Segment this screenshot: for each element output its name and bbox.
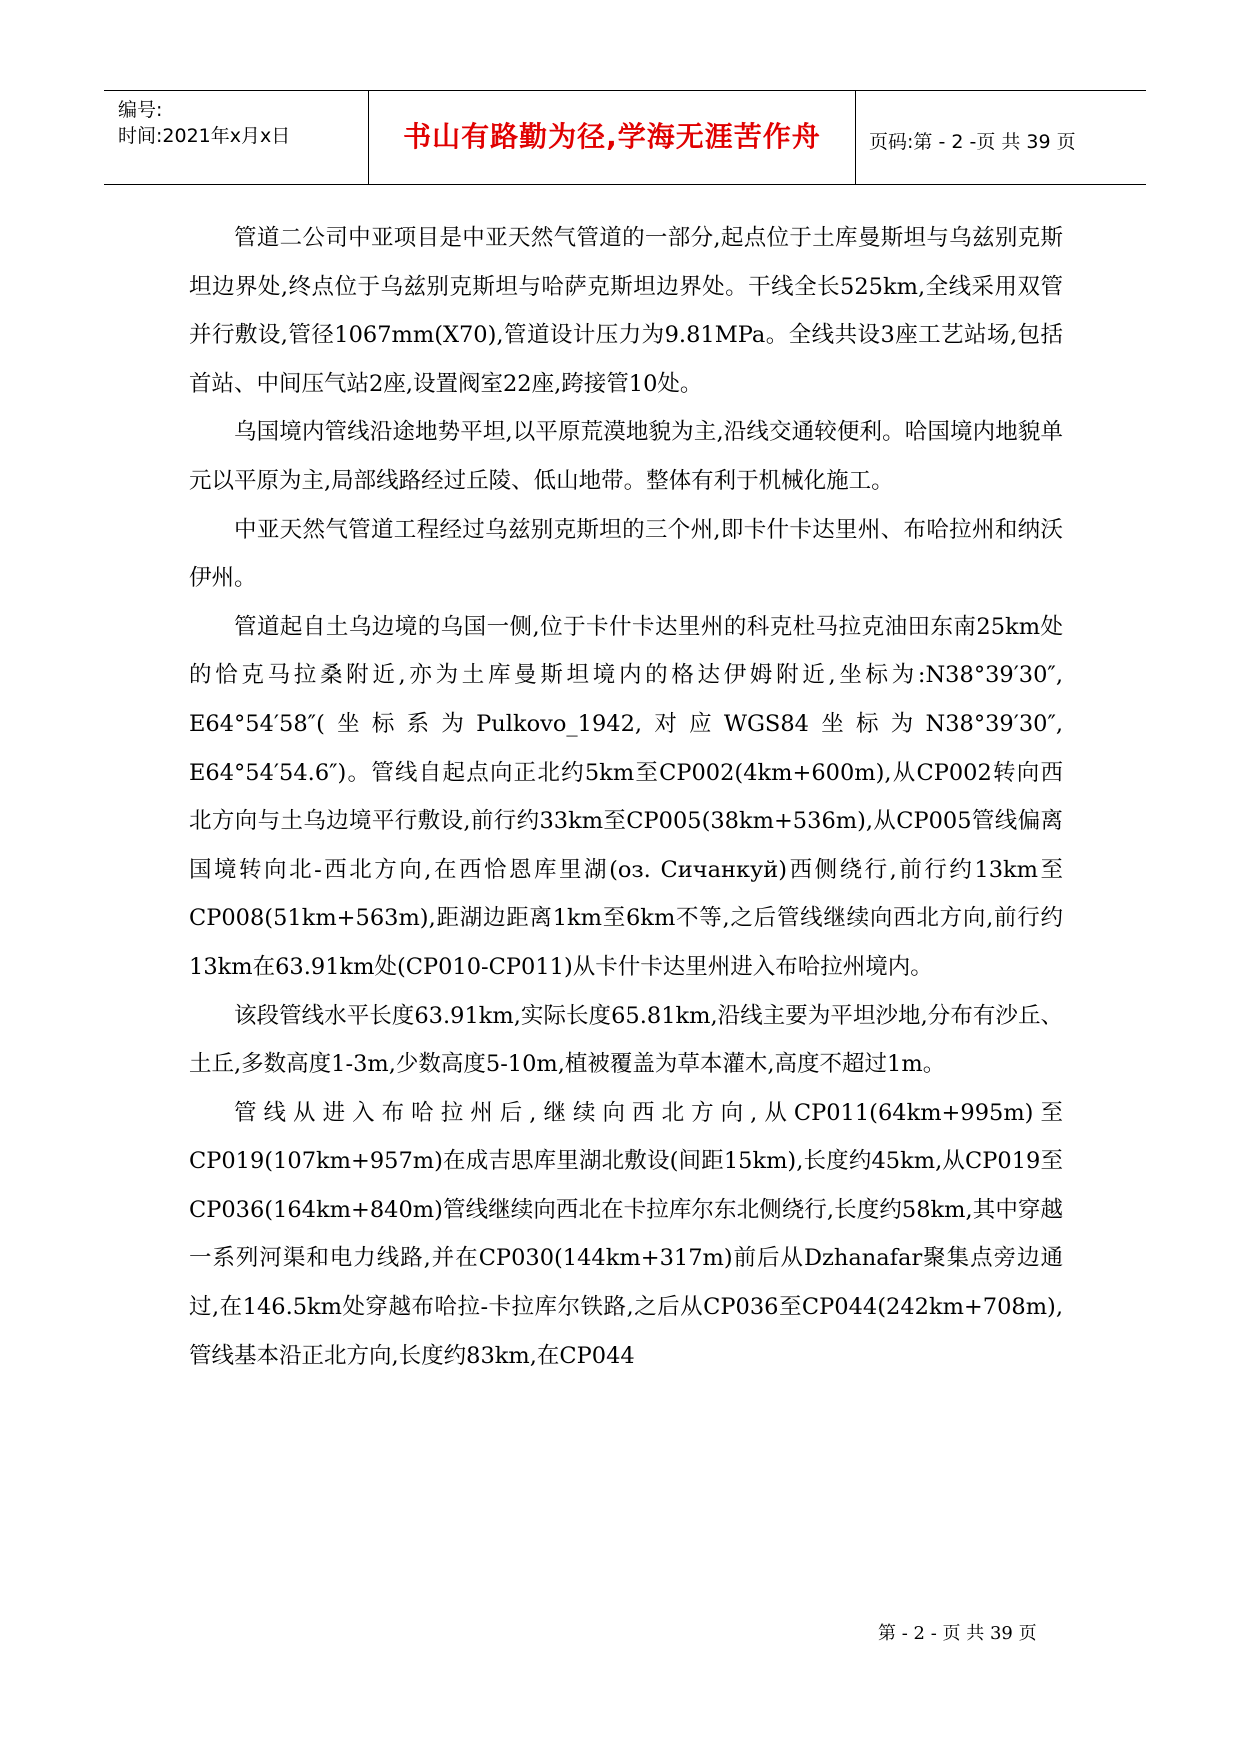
document-time-label: 时间:2021年x月x日 (118, 125, 291, 147)
header-motto: 书山有路勤为径,学海无涯苦作舟 (403, 120, 821, 153)
paragraph: 该段管线水平长度63.91km,实际长度65.81km,沿线主要为平坦沙地,分布有沙丘、土丘,多数高度1-3m,少数高度5-10m,植被覆盖为草本灌木,高度不超过1m。 (189, 1002, 1063, 1078)
page-footer: 第 - 2 - 页 共 39 页 (878, 1623, 1037, 1644)
paragraph: 乌国境内管线沿途地势平坦,以平原荒漠地貌为主,沿线交通较便利。哈国境内地貌单元以平原为主,局部线路经过丘陵、低山地带。整体有利于机械化施工。 (189, 419, 1063, 494)
document-number-label: 编号: (118, 99, 163, 121)
paragraph: 管道二公司中亚项目是中亚天然气管道的一部分,起点位于土库曼斯坦与乌兹别克斯坦边界处,终点位于乌兹别克斯坦与哈萨克斯坦边界处。干线全长525km,全线采用双管并行敷设,管径1067mm(X70),管道设计压力为9.81MPa。全线共设3座工艺站场,包括首站、中间压气站2座,设置阀室22座,跨接管10处。 (189, 225, 1063, 397)
paragraph: 管线从进入布哈拉州后,继续向西北方向,从CP011(64km+995m)至CP019(107km+957m)在成吉思库里湖北敷设(间距15km),长度约45km,从CP019至CP036(164km+840m)管线继续向西北在卡拉库尔东北侧绕行,长度约58km,其中穿越一系列河渠和电力线路,并在CP030(144km+317m)前后从Dzhanafar聚集点旁边通过,在146.5km处穿越布哈拉-卡拉库尔铁路,之后从CP036至CP044(242km+708m),管线基本沿正北方向,长度约83km,在CP044 (189, 1099, 1063, 1369)
header-motto-cell (368, 91, 856, 184)
page-header (104, 90, 1146, 185)
header-page-cell (855, 91, 1146, 184)
header-page-number: 页码:第 - 2 -页 共 39 页 (869, 131, 1076, 153)
paragraph: 中亚天然气管道工程经过乌兹别克斯坦的三个州,即卡什卡达里州、布哈拉州和纳沃伊州。 (189, 516, 1063, 592)
paragraph: 管道起自土乌边境的乌国一侧,位于卡什卡达里州的科克杜马拉克油田东南25km处的恰克马拉桑附近,亦为土库曼斯坦境内的格达伊姆附近,坐标为:N38°39′30″, E64°54′58″(坐标系为Pulkovo_1942,对应WGS84坐标为N38°39′30″, E64°54′54.6″)。管线自起点向正北约5km至CP002(4km+600m),从CP002转向西北方向与土乌边境平行敷设,前行约33km至CP005(38km+536m),从CP005管线偏离国境转向北-西北方向,在西恰恩库里湖(оз. Сичанкуй)西侧绕行,前行约13km至CP008(51km+563m),距湖边距离1km至6km不等,之后管线继续向西北方向,前行约13km在63.91km处(CP010-CP011)从卡什卡达里州进入布哈拉州境内。 (189, 613, 1063, 980)
document-body (189, 214, 1063, 1380)
header-info (104, 91, 368, 184)
